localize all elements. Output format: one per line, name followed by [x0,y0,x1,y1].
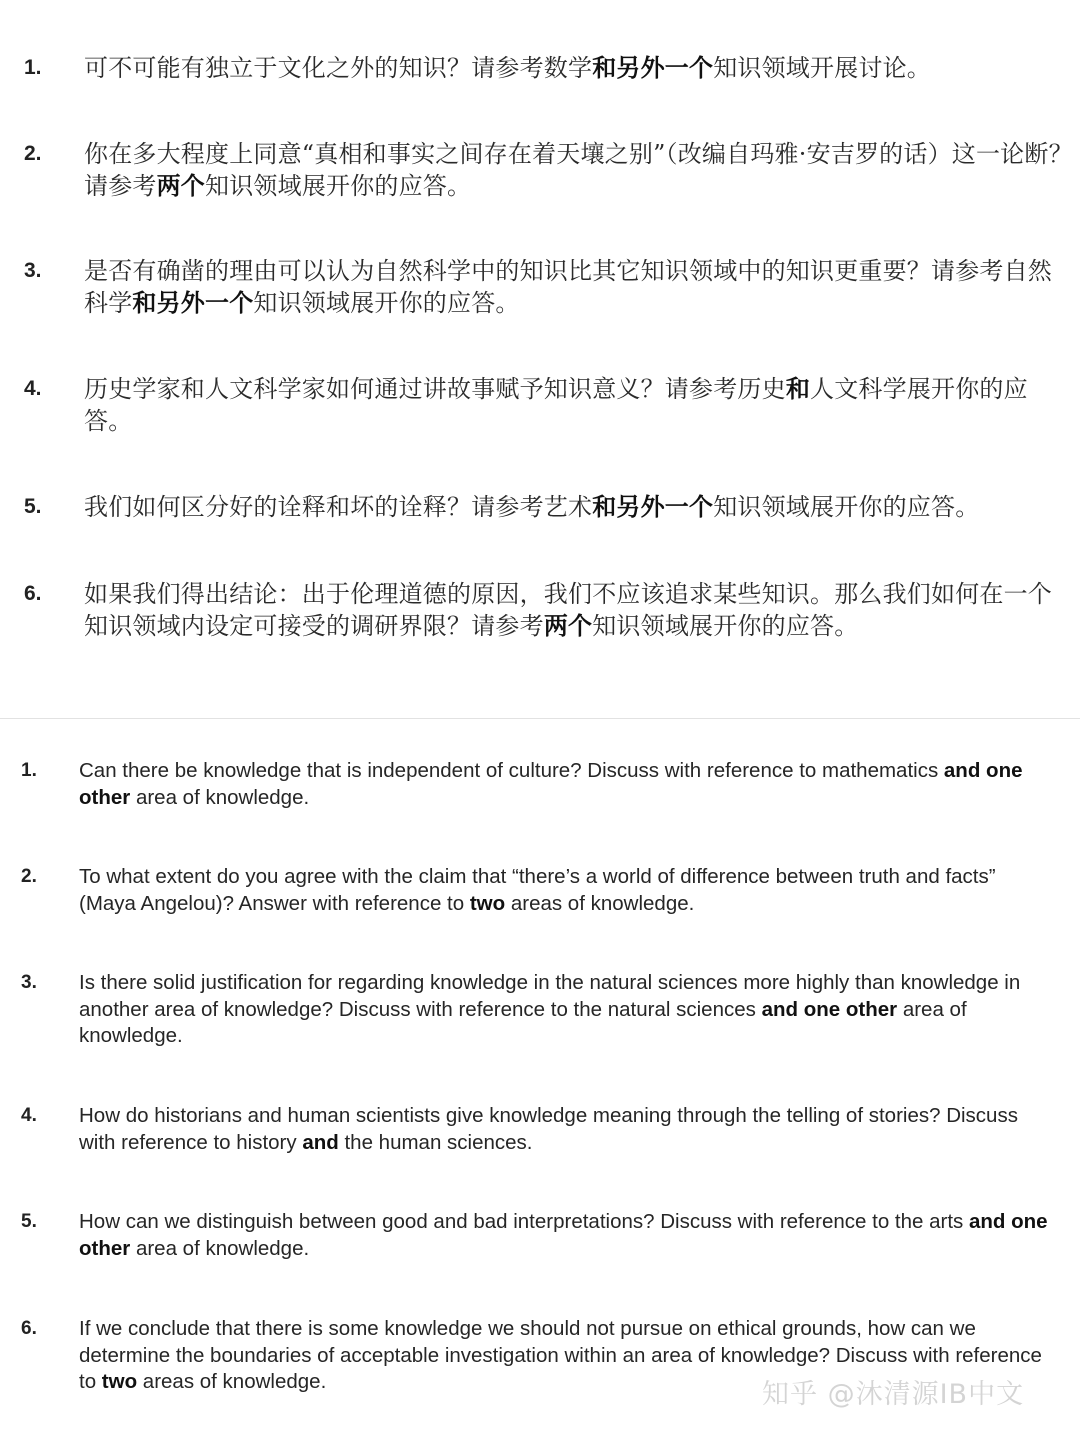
text-segment: 知识领域开展讨论。 [713,54,932,82]
section-divider [0,718,1080,719]
text-segment: 知识领域展开你的应答。 [592,612,859,640]
bold-segment: 和另外一个 [592,492,714,521]
text-segment: areas of knowledge. [137,1370,327,1393]
question-number: 5. [24,495,42,518]
bold-segment: two [101,1370,138,1393]
text-segment: 如果我们得出结论：出于伦理道德的原因，我们不应该追求某些知识。那么我们如何在一个知识领域内设定可接受的调研界限？请参考 [84,580,1052,640]
text-segment: How can we distinguish between good and bad interpretations? Discuss with reference to the arts [79,1210,969,1233]
bold-segment: 和另外一个 [592,53,714,82]
text-segment: area of knowledge. [130,785,310,809]
question-text [79,970,1054,1050]
text-segment: 我们如何区分好的诠释和坏的诠释？请参考艺术 [84,493,593,521]
text-segment: Can there be knowledge that is independent of culture? Discuss with reference to mathematics [79,759,944,782]
watermark: 知乎 @沐清源IB中文 [762,1379,1025,1410]
text-segment: 知识领域展开你的应答。 [253,289,520,317]
question-text [84,373,1074,437]
bold-segment: two [469,891,506,915]
bold-segment: 和另外一个 [132,288,254,317]
question-number: 3. [24,259,42,282]
question-number: 4. [24,377,42,400]
question-number: 6. [21,1318,37,1339]
text-segment: 可不可能有独立于文化之外的知识？请参考数学 [84,54,593,82]
question-number: 4. [21,1105,37,1126]
question-number: 2. [21,866,37,887]
bold-segment: and one other [761,997,898,1021]
text-segment: 知识领域展开你的应答。 [713,493,980,521]
text-segment: 人文科学展开你的应答。 [84,375,1028,435]
text-segment: area of knowledge. [130,1236,310,1260]
text-segment: areas of knowledge. [505,891,695,915]
bold-segment: 和 [785,374,811,403]
question-number: 3. [21,972,37,993]
bold-segment: and one other [79,759,1023,809]
text-segment: area of knowledge. [79,997,967,1047]
question-number: 1. [21,760,37,781]
question-text [79,1209,1054,1262]
text-segment: 历史学家和人文科学家如何通过讲故事赋予知识意义？请参考历史 [84,375,786,403]
bold-segment: and one other [79,1210,1048,1260]
question-number: 2. [24,142,42,165]
question-text [84,138,1074,202]
question-text [79,1103,1054,1156]
text-segment: If we conclude that there is some knowledge we should not pursue on ethical grounds, how can we determine the boundaries of acceptable investigation within an area of knowledge? Discuss with reference to [79,1317,1042,1393]
question-text [84,52,1074,84]
bold-segment: and [302,1130,339,1154]
text-segment: 知识领域展开你的应答。 [205,172,472,200]
question-number: 1. [24,56,42,79]
question-number: 5. [21,1211,37,1232]
text-segment: 你在多大程度上同意“真相和事实之间存在着天壤之别”（改编自玛雅·安吉罗的话）这一论断？请参考 [84,140,1073,200]
text-segment: How do historians and human scientists give knowledge meaning through the telling of stories? Discuss with reference to history [79,1104,1018,1154]
bold-segment: 两个 [156,171,206,200]
question-text [79,864,1054,917]
question-text [84,255,1074,319]
question-text [84,491,1074,523]
question-text [79,758,1054,811]
text-segment: Is there solid justification for regarding knowledge in the natural sciences more highly than knowledge in another area of knowledge? Discuss with reference to the natural sciences [79,971,1021,1021]
question-number: 6. [24,582,42,605]
bold-segment: 两个 [543,611,593,640]
question-text [84,578,1074,642]
text-segment: 是否有确凿的理由可以认为自然科学中的知识比其它知识领域中的知识更重要？请参考自然科学 [84,257,1052,317]
text-segment: the human sciences. [338,1130,533,1154]
text-segment: To what extent do you agree with the claim that “there’s a world of difference between truth and facts” (Maya Angelou)? Answer with reference to [79,865,996,915]
